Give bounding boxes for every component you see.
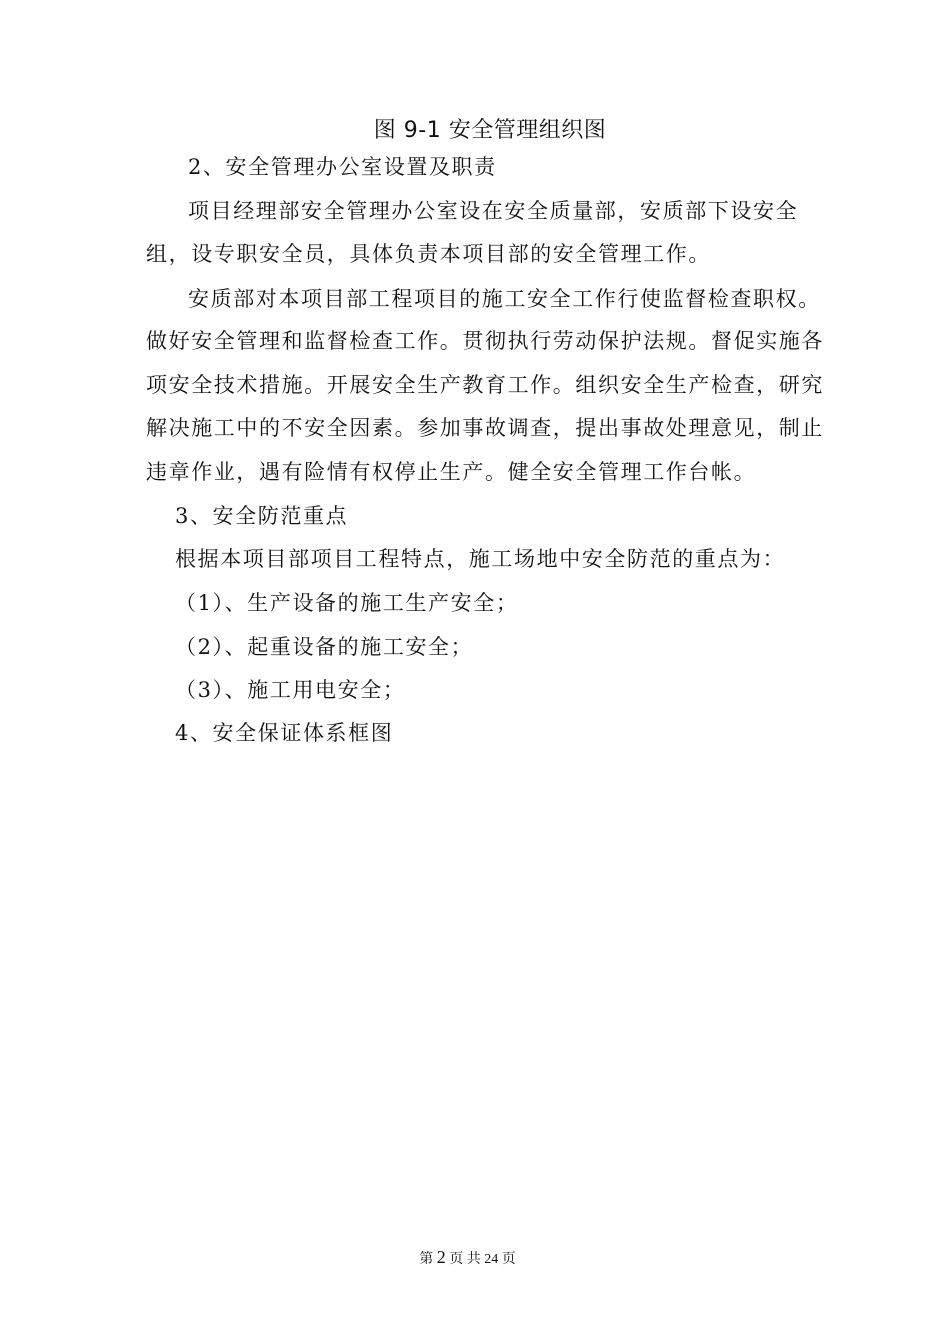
figure-caption: 图 9-1 安全管理组织图 [373,118,607,143]
footer-page-number: 2 [436,1247,446,1267]
list-item: （1）、生产设备的施工生产安全； [175,591,519,615]
paragraph-line: 安质部对本项目部工程项目的施工安全工作行使监督检查职权。 [188,287,821,311]
list-item: （3）、施工用电安全； [175,678,406,702]
paragraph-line: 违章作业，遇有险情有权停止生产。健全安全管理工作台帐。 [146,460,757,484]
page-footer [0,1247,935,1268]
footer-middle: 页 共 [449,1252,481,1267]
paragraph-line: 项安全技术措施。开展安全生产教育工作。组织安全生产检查，研究 [146,373,824,397]
paragraph-line: 做好安全管理和监督检查工作。贯彻执行劳动保护法规。督促实施各 [146,329,824,353]
list-item: （2）、起重设备的施工安全； [175,635,474,659]
paragraph-line: 解决施工中的不安全因素。参加事故调查，提出事故处理意见，制止 [146,416,824,440]
paragraph-line: 组，设专职安全员，具体负责本项目部的安全管理工作。 [146,242,711,266]
paragraph-line: 项目经理部安全管理办公室设在安全质量部，安质部下设安全 [188,199,799,223]
footer-prefix: 第 [419,1252,434,1267]
section-heading-focus: 3、安全防范重点 [175,504,349,528]
footer-total-pages: 24 [484,1252,499,1267]
footer-suffix: 页 [501,1252,516,1267]
paragraph-line: 根据本项目部项目工程特点，施工场地中安全防范的重点为： [175,547,786,571]
section-heading-office: 2、安全管理办公室设置及职责 [188,155,497,179]
section-heading-system: 4、安全保证体系框图 [175,721,394,745]
